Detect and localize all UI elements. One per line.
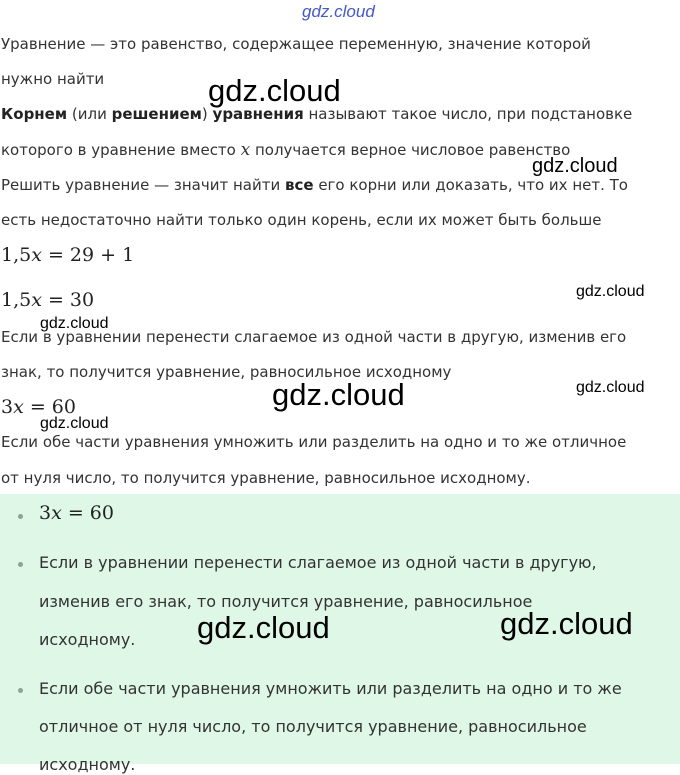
term-root: Корнем bbox=[1, 105, 68, 123]
term-equation: уравнения bbox=[212, 105, 304, 123]
definition-equation-line-2: нужно найти bbox=[1, 70, 105, 88]
summary-item-transfer-line-1: Если в уравнении перенести слагаемое из одной части в другую, bbox=[39, 553, 597, 572]
summary-item-multiply-line-1: Если обе части уравнения умножить или разделить на одно и то же bbox=[39, 679, 622, 698]
term-solution: решением bbox=[111, 105, 202, 123]
text-pre: которого в уравнение вместо bbox=[1, 141, 241, 159]
summary-item-transfer-line-3: исходному. bbox=[39, 630, 136, 649]
equation-3: 3x = 60 bbox=[1, 396, 76, 418]
text-or: (или bbox=[67, 105, 112, 123]
summary-item-equation: 3x = 60 bbox=[39, 502, 114, 524]
watermark-top: gdz.cloud bbox=[302, 2, 375, 21]
text-post: его корни или доказать, что их нет. То bbox=[313, 176, 628, 194]
rule-multiply-line-2: от нуля число, то получится уравнение, равносильное исходному. bbox=[1, 469, 531, 487]
summary-item-transfer-line-2: изменив его знак, то получится уравнение, равносильное bbox=[39, 592, 533, 611]
text-pre: Решить уравнение — значит найти bbox=[1, 176, 285, 194]
definition-root-line-2 bbox=[1, 140, 570, 160]
watermark: gdz.cloud bbox=[532, 155, 618, 177]
rule-multiply-line-1: Если обе части уравнения умножить или разделить на одно и то же отличное bbox=[1, 433, 627, 451]
watermark: gdz.cloud bbox=[208, 73, 341, 108]
definition-equation-line-1: Уравнение — это равенство, содержащее переменную, значение которой bbox=[1, 35, 591, 53]
watermark: gdz.cloud bbox=[500, 606, 633, 641]
watermark: gdz.cloud bbox=[272, 377, 405, 412]
equation-1: 1,5x = 29 + 1 bbox=[1, 244, 135, 266]
watermark: gdz.cloud bbox=[40, 315, 109, 332]
definition-solve-line-1 bbox=[1, 175, 628, 195]
definition-solve-line-2: есть недостаточно найти только один корень, если их может быть больше bbox=[1, 211, 602, 229]
equation-2: 1,5x = 30 bbox=[1, 289, 95, 311]
summary-item-multiply-line-3: исходному. bbox=[39, 755, 136, 774]
summary-item-multiply-line-2: отличное от нуля число, то получится уравнение, равносильное bbox=[39, 717, 587, 736]
watermark: gdz.cloud bbox=[576, 283, 645, 300]
bullet-icon bbox=[18, 562, 23, 567]
text-post: получается верное числовое равенство bbox=[250, 141, 571, 159]
rule-transfer-line-1: Если в уравнении перенести слагаемое из одной части в другую, изменив его bbox=[1, 328, 627, 346]
watermark: gdz.cloud bbox=[197, 610, 330, 645]
watermark: gdz.cloud bbox=[40, 415, 109, 432]
text-close: ) bbox=[201, 105, 213, 123]
term-all: все bbox=[284, 176, 314, 194]
variable-x: x bbox=[240, 140, 251, 160]
rule-transfer-line-2: знак, то получится уравнение, равносильное исходному bbox=[1, 363, 452, 381]
bullet-icon bbox=[18, 688, 23, 693]
watermark: gdz.cloud bbox=[576, 379, 645, 396]
bullet-icon bbox=[18, 514, 23, 519]
text-rest: называют такое число, при подстановке bbox=[303, 105, 633, 123]
